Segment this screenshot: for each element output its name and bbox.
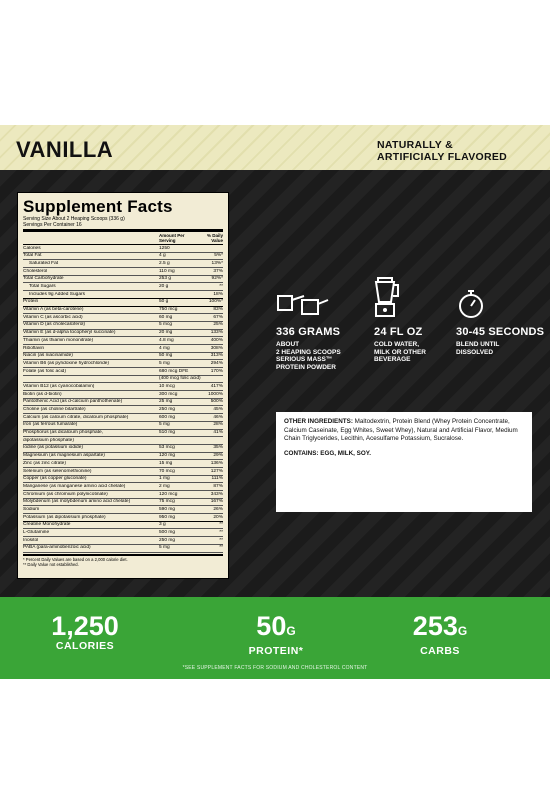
macro-calories-value: 1,250	[51, 611, 119, 641]
facts-row	[23, 353, 223, 361]
macro-protein-unit: G	[286, 624, 296, 638]
facts-amount: 2 mg	[159, 483, 170, 489]
facts-daily-value: 133%	[210, 330, 223, 336]
facts-amount: 15 mg	[159, 460, 173, 466]
facts-amount: 70 mcg	[159, 468, 175, 474]
stat-serving-desc-line: SERIOUS MASS™	[276, 356, 333, 363]
facts-footnote-1: * Percent Daily Values are based on a 2,000 calorie diet.	[23, 556, 128, 562]
facts-row	[23, 376, 223, 384]
serving-size: Serving Size About 2 Heaping Scoops (336 g)	[23, 216, 125, 222]
stat-serving	[276, 326, 341, 371]
facts-row	[23, 399, 223, 407]
facts-daily-value: **	[219, 530, 223, 536]
facts-row	[23, 445, 223, 453]
facts-daily-value: 136%	[210, 460, 223, 466]
macro-calories	[40, 612, 130, 652]
facts-nutrient: Magnesium (as magnesium aspartate)	[23, 453, 105, 459]
facts-amount: 253 g	[159, 276, 172, 282]
facts-amount: 250 mg	[159, 407, 175, 413]
facts-daily-value: **	[219, 537, 223, 543]
ingredients-panel	[276, 412, 532, 512]
facts-amount: 300 mcg	[159, 391, 178, 397]
facts-daily-value: **	[219, 522, 223, 528]
facts-row	[23, 383, 223, 391]
scoop-icon	[274, 290, 330, 318]
ingredients-label: OTHER INGREDIENTS:	[284, 418, 353, 425]
facts-amount: 950 mg	[159, 514, 175, 520]
facts-nutrient: Thiamin (as thiamin mononitrate)	[23, 337, 94, 343]
facts-nutrient: Iodine (as potassium iodide)	[23, 445, 83, 451]
flavor-note-line-1: NATURALLY &	[377, 139, 454, 151]
facts-row	[23, 453, 223, 461]
macro-protein-label: PROTEIN*	[248, 645, 304, 657]
facts-nutrient: PABA (para-aminobenzoic acid)	[23, 545, 91, 551]
facts-row	[23, 291, 223, 299]
macro-protein-value: 50	[256, 611, 287, 641]
facts-amount: 75 mcg	[159, 499, 175, 505]
facts-daily-value: 92%*	[211, 276, 223, 282]
facts-amount: 500 mg	[159, 530, 175, 536]
macro-footnote: *SEE SUPPLEMENT FACTS FOR SODIUM AND CHOLESTEROL CONTENT	[182, 665, 368, 671]
facts-row	[23, 253, 223, 261]
facts-amount: 5 mg	[159, 545, 170, 551]
facts-nutrient: Choline (as choline bitartrate)	[23, 407, 86, 413]
facts-daily-value: 13%*	[211, 260, 223, 266]
facts-amount: 4 g	[159, 253, 166, 259]
facts-daily-value: 45%	[213, 407, 223, 413]
facts-row	[23, 314, 223, 322]
facts-amount: 5 mcg	[159, 322, 173, 328]
flavor-note	[377, 139, 507, 163]
facts-daily-value: 46%	[213, 414, 223, 420]
facts-row	[23, 283, 223, 291]
facts-daily-value: 111%	[211, 476, 223, 482]
facts-nutrient: Riboflavin	[23, 345, 45, 351]
facts-daily-value: 167%	[210, 499, 223, 505]
facts-daily-value: 400%	[210, 337, 223, 343]
facts-amount: 25 mg	[159, 399, 173, 405]
facts-nutrient: Creatine Monohydrate	[23, 522, 71, 528]
stat-serving-desc-line: 2 HEAPING SCOOPS	[276, 348, 341, 356]
facts-row	[23, 491, 223, 499]
stat-liquid	[374, 326, 426, 364]
facts-nutrient: Folate (as folic acid)	[23, 368, 66, 374]
macro-carbs-unit: G	[457, 624, 468, 638]
macro-carbs	[400, 612, 480, 657]
blender-icon	[370, 276, 400, 318]
facts-daily-value: 25%	[213, 322, 223, 328]
facts-row	[23, 476, 223, 484]
bottom-white-space	[0, 679, 550, 800]
facts-amount: 20 g	[159, 284, 169, 290]
facts-row	[23, 460, 223, 468]
macro-protein	[236, 612, 316, 657]
facts-row	[23, 307, 223, 315]
facts-daily-value: 127%	[210, 468, 223, 474]
facts-daily-value: 313%	[210, 353, 223, 359]
facts-amount: (400 mcg folic acid)	[159, 376, 201, 382]
facts-nutrient: Total Fat	[23, 253, 42, 259]
facts-amount	[159, 292, 201, 298]
facts-row	[23, 430, 223, 438]
facts-daily-value: 294%	[210, 360, 223, 366]
facts-nutrient	[23, 376, 159, 382]
facts-amount: 4 mg	[159, 345, 170, 351]
col-daily-value: % Daily Value	[206, 233, 223, 243]
supplement-facts-panel	[17, 192, 229, 579]
facts-daily-value: 67%	[213, 314, 223, 320]
facts-row	[23, 537, 223, 545]
stat-time-desc-line: DISSOLVED	[456, 348, 494, 356]
facts-row	[23, 330, 223, 338]
facts-nutrient: Pantothenic Acid (as d-calcium panthothenate)	[23, 399, 123, 405]
macro-carbs-value: 253	[412, 611, 458, 641]
facts-nutrient: Selenium (as selenomethionine)	[23, 468, 92, 474]
facts-row	[23, 545, 223, 553]
facts-row	[23, 506, 223, 514]
top-white-space	[0, 0, 550, 125]
facts-row	[23, 360, 223, 368]
facts-nutrient: Inositol	[23, 537, 39, 543]
facts-amount: 750 mcg	[159, 307, 178, 313]
facts-row	[23, 437, 223, 445]
facts-row	[23, 414, 223, 422]
facts-amount	[159, 438, 201, 444]
facts-nutrient: dipotassium phosphate)	[23, 437, 74, 443]
facts-nutrient: Vitamin D (as cholecalciferol)	[23, 322, 86, 328]
facts-header	[23, 232, 223, 245]
facts-amount: 20 mg	[159, 330, 173, 336]
facts-nutrient: Molybdenum (as molybdenum amino acid chelate)	[23, 499, 131, 505]
stat-time-desc	[456, 341, 544, 356]
facts-amount: 120 mg	[159, 453, 175, 459]
facts-amount: 10 mcg	[159, 383, 175, 389]
flavor-note-line-2: ARTIFICIALY FLAVORED	[377, 151, 508, 163]
facts-amount: 50 mg	[159, 353, 173, 359]
facts-amount: 4.8 mg	[159, 337, 174, 343]
facts-nutrient: Vitamin C (as ascorbic acid)	[23, 314, 83, 320]
facts-row	[23, 391, 223, 399]
facts-row	[23, 522, 223, 530]
facts-nutrient: Vitamin A (as beta-carotene)	[23, 307, 84, 313]
stat-serving-desc-line: ABOUT	[276, 341, 300, 348]
facts-daily-value: **	[219, 284, 223, 290]
facts-footnotes	[23, 554, 223, 567]
facts-row	[23, 337, 223, 345]
facts-nutrient: Vitamin B6 (as pyridoxine hydrochloride)	[23, 360, 110, 366]
facts-daily-value: 5%*	[214, 253, 223, 259]
facts-daily-value: 100%*	[208, 299, 223, 305]
macro-carbs-label: CARBS	[420, 645, 460, 657]
facts-daily-value: 35%	[213, 445, 223, 451]
facts-daily-value: 20%	[213, 514, 223, 520]
facts-nutrient: Sodium	[23, 506, 40, 512]
facts-row	[23, 299, 223, 307]
facts-nutrient: Total Sugars	[29, 284, 56, 290]
facts-daily-value: 87%	[213, 483, 223, 489]
facts-row	[23, 368, 223, 376]
facts-daily-value: 29%	[213, 453, 223, 459]
facts-nutrient: Calories	[23, 245, 41, 251]
facts-nutrient: Chromium (as chromium polynicotinate)	[23, 491, 108, 497]
facts-nutrient: Iron (as ferrous fumarate)	[23, 422, 78, 428]
facts-amount: 53 mcg	[159, 445, 175, 451]
stat-liquid-desc	[374, 341, 426, 364]
facts-row	[23, 514, 223, 522]
facts-amount: 510 mg	[159, 430, 175, 436]
facts-amount: 5 mg	[159, 422, 170, 428]
facts-nutrient: Protein	[23, 299, 39, 305]
facts-row	[23, 468, 223, 476]
allergen-statement: CONTAINS: EGG, MILK, SOY.	[284, 450, 371, 458]
facts-row	[23, 345, 223, 353]
facts-daily-value	[201, 376, 223, 382]
facts-amount: 120 mcg	[159, 491, 178, 497]
facts-amount: 1250	[159, 245, 170, 251]
facts-amount: 600 mg	[159, 414, 175, 420]
facts-amount: 250 mg	[159, 537, 175, 543]
col-amount: Amount Per Serving	[159, 233, 185, 243]
facts-amount: 680 mcg DFE	[159, 368, 189, 374]
stat-liquid-value: 24 FL OZ	[374, 326, 423, 338]
facts-nutrient: Total Carbohydrate	[23, 276, 64, 282]
facts-amount: 3 g	[159, 522, 166, 528]
facts-daily-value: 37%	[213, 268, 223, 274]
facts-amount: 60 mg	[159, 314, 173, 320]
facts-row	[23, 499, 223, 507]
facts-nutrient: Zinc (as zinc citrate)	[23, 460, 66, 466]
facts-daily-value: 1000%	[208, 391, 223, 397]
stat-serving-desc-line: PROTEIN POWDER	[276, 363, 336, 371]
facts-amount: 590 mg	[159, 506, 175, 512]
stat-time-value: 30-45 SECONDS	[456, 326, 545, 338]
facts-daily-value: 41%	[213, 430, 223, 436]
facts-daily-value: 170%	[210, 368, 223, 374]
facts-amount: 5 mg	[159, 360, 170, 366]
facts-row	[23, 268, 223, 276]
facts-daily-value: 500%	[210, 399, 223, 405]
facts-nutrient: Saturated Fat	[29, 260, 59, 266]
facts-nutrient: Copper (as copper gluconate)	[23, 476, 87, 482]
facts-row	[23, 406, 223, 414]
facts-row	[23, 422, 223, 430]
timer-icon	[456, 288, 486, 320]
facts-daily-value: **	[219, 545, 223, 551]
facts-daily-value	[201, 246, 223, 252]
facts-daily-value: 417%	[210, 383, 223, 389]
facts-row	[23, 245, 223, 253]
facts-amount: 1 mg	[159, 476, 170, 482]
facts-nutrient: Niacin (as niacinamide)	[23, 353, 73, 359]
facts-row	[23, 322, 223, 330]
facts-row	[23, 276, 223, 284]
flavor-name: VANILLA	[16, 137, 114, 162]
facts-nutrient: Vitamin B12 (as cyanocobalamin)	[23, 383, 95, 389]
facts-amount: 50 g	[159, 299, 169, 305]
facts-daily-value	[201, 438, 223, 444]
facts-daily-value: 308%	[210, 345, 223, 351]
facts-nutrient: Manganese (as manganese amino acid chelate)	[23, 483, 126, 489]
stat-liquid-desc-line: COLD WATER,	[374, 341, 420, 348]
ingredients-text	[284, 418, 524, 444]
facts-footnote-2: ** Daily Value not established.	[23, 561, 79, 567]
facts-row	[23, 260, 223, 268]
facts-nutrient: Vitamin E (as d-alpha tocopheryl succinate)	[23, 330, 116, 336]
facts-nutrient: L-Glutamine	[23, 530, 50, 536]
facts-row	[23, 529, 223, 537]
facts-daily-value: 343%	[210, 491, 223, 497]
facts-nutrient: Includes 9g Added Sugars	[29, 291, 86, 297]
facts-title: Supplement Facts	[23, 197, 173, 216]
facts-daily-value: 28%	[213, 422, 223, 428]
facts-daily-value: 18%	[213, 291, 223, 297]
stat-time-desc-line: BLEND UNTIL	[456, 341, 500, 348]
stat-liquid-desc-line: MILK OR OTHER	[374, 348, 426, 356]
facts-nutrient: Cholesterol	[23, 268, 48, 274]
facts-daily-value: 83%	[213, 307, 223, 313]
facts-amount: 110 mg	[159, 268, 175, 274]
facts-nutrient: Calcium (as calcium citrate, dicalcium phosphate)	[23, 414, 129, 420]
facts-nutrient: Potassium (as dipotassium phosphate)	[23, 514, 106, 520]
facts-daily-value: 26%	[213, 506, 223, 512]
stat-serving-value: 336 GRAMS	[276, 326, 341, 338]
macro-calories-label: CALORIES	[55, 640, 115, 652]
stat-time	[456, 326, 544, 356]
stat-serving-desc	[276, 341, 341, 371]
servings-per-container: Servings Per Container 16	[23, 222, 82, 228]
facts-serving-info	[23, 216, 223, 232]
facts-rows	[23, 245, 223, 553]
facts-amount: 2.5 g	[159, 260, 170, 266]
facts-nutrient: Phosphorus (as dicalcium phosphate,	[23, 430, 103, 436]
stat-liquid-desc-line: BEVERAGE	[374, 356, 411, 363]
facts-row	[23, 483, 223, 491]
facts-nutrient: Biotin (as d-biotin)	[23, 391, 62, 397]
ingredients-list: Maltodextrin, Protein Blend (Whey Protein Concentrate, Calcium Caseinate, Egg Whites, Sweet Whey), Natural and Artificial Flavor, Medium Chain Triglycerides, Lecithin, Acesulfame Potassium, Sucralose.	[284, 418, 518, 443]
